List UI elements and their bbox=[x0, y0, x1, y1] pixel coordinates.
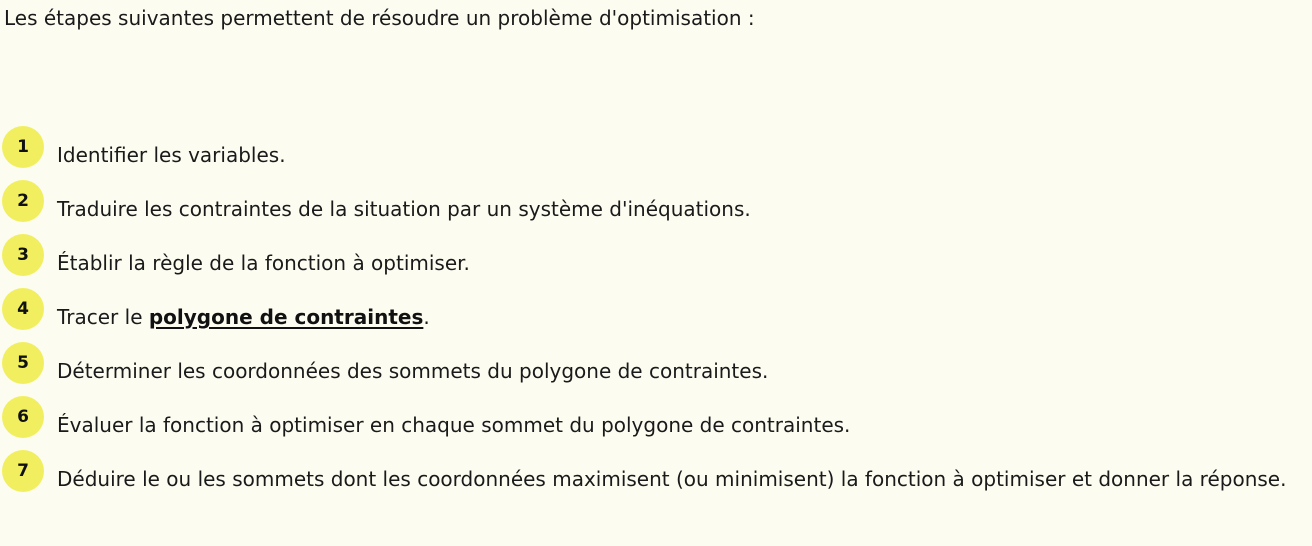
step-item bbox=[2, 126, 1302, 180]
step-number-badge: 7 bbox=[2, 450, 44, 492]
step-text: Déduire le ou les sommets dont les coordonnées maximisent (ou minimisent) la fonction à optimiser et donner la réponse. bbox=[57, 467, 1287, 491]
optimization-steps-list bbox=[2, 126, 1302, 504]
step-item bbox=[2, 288, 1302, 342]
step-number-badge: 1 bbox=[2, 126, 44, 168]
polygone-de-contraintes-link[interactable]: polygone de contraintes bbox=[148, 305, 424, 329]
step-number-badge: 6 bbox=[2, 396, 44, 438]
step-number-badge: 5 bbox=[2, 342, 44, 384]
step-number-badge: 3 bbox=[2, 234, 44, 276]
step-item bbox=[2, 342, 1302, 396]
step-text: Traduire les contraintes de la situation par un système d'inéquations. bbox=[57, 197, 751, 221]
step-text-before: Tracer le bbox=[57, 305, 149, 329]
intro-text: Les étapes suivantes permettent de résoudre un problème d'optimisation : bbox=[4, 6, 755, 30]
step-text: Identifier les variables. bbox=[57, 143, 286, 167]
step-text-after: . bbox=[423, 305, 430, 329]
step-text: Évaluer la fonction à optimiser en chaque sommet du polygone de contraintes. bbox=[57, 413, 851, 437]
step-number-badge: 2 bbox=[2, 180, 44, 222]
step-text bbox=[57, 288, 1302, 334]
step-item bbox=[2, 396, 1302, 450]
step-item bbox=[2, 450, 1302, 504]
step-text: Établir la règle de la fonction à optimiser. bbox=[57, 251, 470, 275]
step-item bbox=[2, 234, 1302, 288]
step-item bbox=[2, 180, 1302, 234]
step-number-badge: 4 bbox=[2, 288, 44, 330]
step-text: Déterminer les coordonnées des sommets du polygone de contraintes. bbox=[57, 359, 769, 383]
